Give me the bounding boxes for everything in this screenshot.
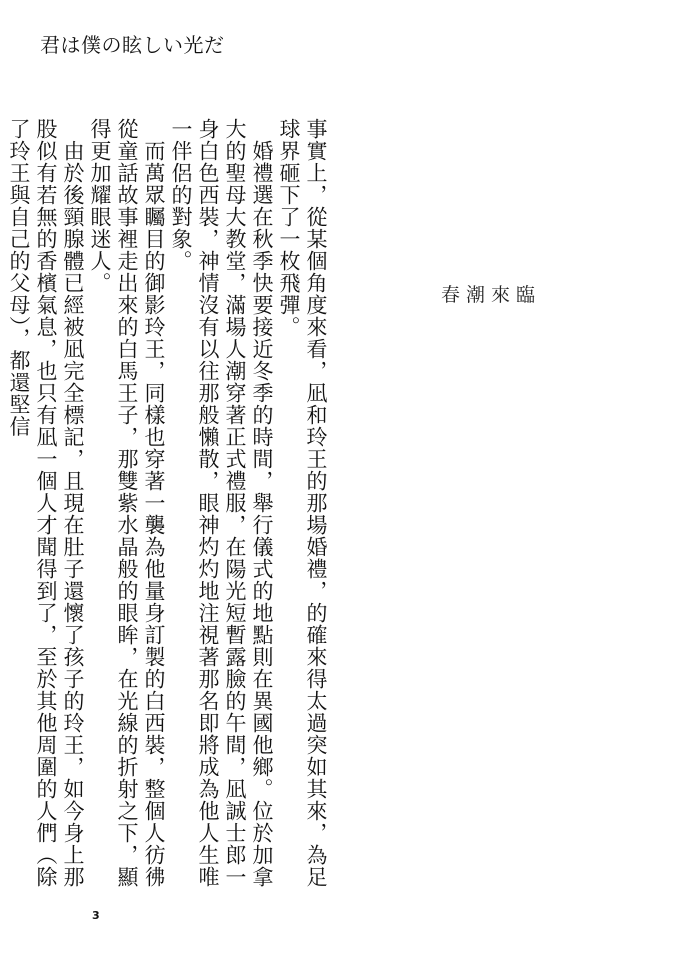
paragraph: 由於後頸腺體已經被凪完全標記，且現在肚子還懷了孩子的玲王，如今身上那股似有若無的香檳氣息，也只有凪一個人才聞得到了，至於其他周圍的人們（除了玲王與自己的父母），都還堅信 bbox=[7, 118, 85, 888]
paragraph: 事實上，從某個角度來看，凪和玲王的那場婚禮，的確來得太過突如其來，為足球界砸下了一枚飛彈。 bbox=[277, 118, 328, 888]
page-number: 3 bbox=[92, 909, 100, 922]
paragraph: 婚禮選在秋季快要接近冬季的時間，舉行儀式的地點則在異國他鄉。位於加拿大的聖母大教堂，滿場人潮穿著正式禮服，在陽光短暫露臉的午間，凪誠士郎一身白色西裝，神情沒有以往那般懶散，眼神灼灼地注視著那名即將成為他人生唯一伴侶的對象。 bbox=[169, 118, 274, 888]
body-text bbox=[7, 118, 369, 898]
paragraph: 而萬眾矚目的御影玲王，同樣也穿著一襲為他量身訂製的白西裝，整個人彷彿從童話故事裡走出來的白馬王子，那雙紫水晶般的眼眸，在光線的折射之下，顯得更加耀眼迷人。 bbox=[88, 118, 166, 888]
page-title: 君は僕の眩しい光だ bbox=[40, 33, 225, 57]
chapter-title: 春潮來臨 bbox=[441, 284, 542, 306]
